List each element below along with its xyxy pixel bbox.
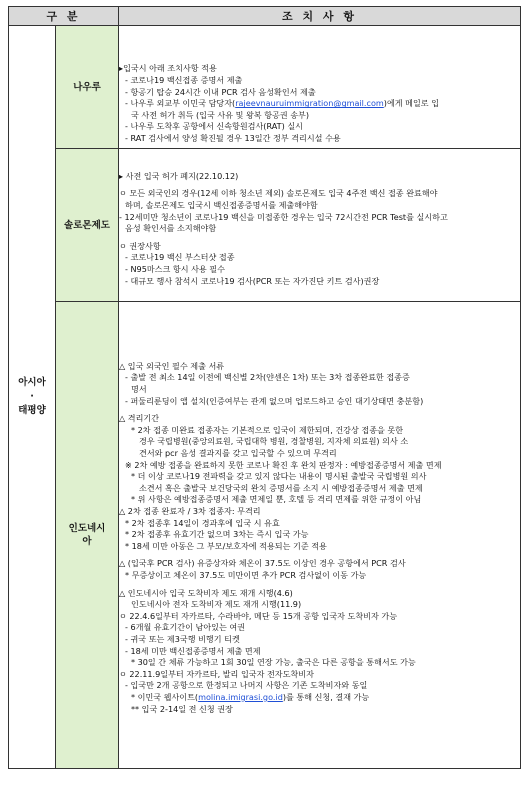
list-item: - N95마스크 항시 사용 필수 — [125, 263, 225, 274]
content-indonesia — [119, 302, 521, 769]
list-item-text: - 나우루 외교부 이민국 담당자( — [125, 98, 236, 109]
list-item: * 30일 간 체류 가능하고 1회 30일 연장 가능, 출국은 다른 공항을 통해서도 가능 — [131, 657, 416, 668]
country-indonesia-line-1: 인도네시 — [68, 523, 106, 534]
list-item: ㅇ 권장사항 — [119, 240, 161, 251]
list-item: - 항공기 탑승 24시간 이내 PCR 검사 음성확인서 제출 — [125, 86, 316, 97]
region-cell — [9, 26, 56, 769]
list-item: △ 입국 외국인 필수 제출 서류 — [119, 360, 225, 371]
row-nauru — [9, 26, 521, 149]
list-item: 경우 국립병원(중앙의료원, 국립대학 병원, 경찰병원, 지자체 의료원) 의사 소 — [139, 436, 409, 447]
list-item: - 퍼둘리룬딩이 앱 설치(인증여부는 관계 없으며 업로드하고 승인 대기상태면 충분함) — [125, 395, 424, 406]
list-item: ** 입국 2-14일 전 신청 권장 — [131, 703, 233, 714]
list-item: * 더 이상 코로나19 전파력을 갖고 있지 않다는 내용이 명시된 출발국 국립병원 의사 — [131, 471, 427, 482]
list-item: ▸입국시 아래 조치사항 적용 — [119, 63, 217, 74]
list-item: - 12세미만 청소년이 코로나19 백신을 미접종한 경우는 입국 72시간전 PCR Test를 실시하고 — [119, 211, 448, 222]
list-item: ㅇ 모든 외국인의 경우(12세 이하 청소년 제외) 솔로몬제도 입국 4주전 백신 접종 완료해야 — [119, 188, 438, 199]
list-item: - 귀국 또는 제3국행 비행기 티켓 — [125, 633, 240, 644]
list-item: 소견서 혹은 출발국 보건당국의 완치 증명서를 소지 시 예방접종증명서 제출 면제 — [139, 482, 423, 493]
content-nauru — [119, 26, 521, 149]
header-measures: 조 치 사 항 — [119, 7, 521, 26]
list-item — [119, 98, 520, 110]
region-line-2: · — [30, 391, 34, 402]
list-item: △ 인도네시아 입국 도착비자 제도 재개 시행(4.6) — [119, 587, 293, 598]
row-solomon — [9, 149, 521, 302]
list-item: - 나우루 도착후 공항에서 신속항원검사(RAT) 실시 — [125, 121, 303, 132]
content-solomon — [119, 149, 521, 302]
list-item: 하며, 솔로몬제도 입국시 백신접종증명서를 제출해야함 — [125, 200, 318, 211]
list-item: * 위 사항은 예방접종증명서 제출 면제일 뿐, 호텔 등 격리 면제를 위한 규정이 아님 — [131, 494, 422, 505]
list-item: * 2차 접종후 유효기간 없으며 3차는 즉시 입국 가능 — [125, 529, 309, 540]
header-category: 구 분 — [9, 7, 119, 26]
list-item-text: )에게 메일로 입 — [383, 98, 440, 109]
row-indonesia — [9, 302, 521, 769]
list-item-text: * 이민국 웹사이트( — [131, 691, 199, 702]
region-line-3: 태평양 — [18, 405, 46, 416]
website-link[interactable]: molina.imigrasi.go.id — [198, 691, 283, 702]
list-item: 견서와 pcr 음성 결과지를 갖고 입국할 수 있으며 무격리 — [139, 448, 337, 459]
list-item — [119, 692, 520, 704]
list-item: - 대규모 행사 참석시 코로나19 검사(PCR 또는 자가진단 키트 검사)권장 — [125, 275, 380, 286]
list-item-text: )를 통해 신청, 결재 가능 — [282, 691, 370, 702]
list-item: * 18세 미만 아동은 그 부모/보호자에 적용되는 기준 적용 — [125, 540, 327, 551]
list-item: 국 사전 허가 취득 (입국 사유 및 왕복 항공권 송부) — [131, 109, 310, 120]
region-line-1: 아시아 — [18, 377, 46, 388]
list-item: 음성 확인서를 소지해야함 — [125, 223, 217, 234]
list-item: △ 2차 접종 완료자 / 3차 접종자: 무격리 — [119, 506, 261, 517]
list-item: ▸ 사전 입국 허가 폐지(22.10.12) — [119, 170, 239, 181]
list-item: △ (입국후 PCR 검사) 유증상자와 체온이 37.5도 이상인 경우 공항에서 PCR 검사 — [119, 558, 406, 569]
country-indonesia — [56, 302, 119, 769]
header-row — [9, 7, 521, 26]
list-item: - 출발 전 최소 14일 이전에 백신별 2차(얀센은 1차) 또는 3차 접종완료한 접종증 — [125, 372, 410, 383]
country-solomon: 솔로몬제도 — [56, 149, 119, 302]
list-item: 인도네시아 전자 도착비자 제도 재개 시행(11.9) — [131, 599, 302, 610]
list-item: - RAT 검사에서 양성 확진될 경우 13일간 정부 격리시설 수용 — [125, 132, 341, 143]
country-nauru: 나우루 — [56, 26, 119, 149]
list-item: - 6개월 유효기간이 남아있는 여권 — [125, 622, 246, 633]
list-item: ㅇ 22.4.6일부터 자카르타, 수라바야, 메단 등 15개 공항 입국자 도착비자 가능 — [119, 610, 398, 621]
list-item: * 2차 접종 미완료 접종자는 기본적으로 입국이 제한되며, 건강상 접종을 못한 — [131, 424, 404, 435]
measures-table — [8, 6, 521, 769]
list-item: - 입국만 2개 공항으로 한정되고 나머지 사항은 기존 도착비자와 동일 — [125, 680, 368, 691]
list-item: * 무증상이고 체온이 37.5도 미만이면 추가 PCR 검사없이 이동 가능 — [125, 569, 367, 580]
list-item: △ 격리기간 — [119, 413, 160, 424]
list-item: - 코로나19 백신 부스터샷 접종 — [125, 252, 235, 263]
list-item: - 18세 미만 백신접종증명서 제출 면제 — [125, 645, 261, 656]
list-item: * 2차 접종후 14일이 경과후에 입국 시 유효 — [125, 517, 280, 528]
email-link[interactable]: rajeevnauruimmigration@gmail.com — [235, 98, 384, 109]
list-item: - 코로나19 백신접종 증명서 제출 — [125, 75, 243, 86]
list-item: 명서 — [131, 384, 147, 395]
list-item: ㅇ 22.11.9일부터 자카르타, 발리 입국자 전자도착비자 — [119, 668, 314, 679]
country-indonesia-line-2: 아 — [82, 536, 92, 547]
list-item: ※ 2차 예방 접종을 완료하지 못한 코로나 확진 후 완치 판정자 : 예방접종증명서 제출 면제 — [125, 459, 442, 470]
